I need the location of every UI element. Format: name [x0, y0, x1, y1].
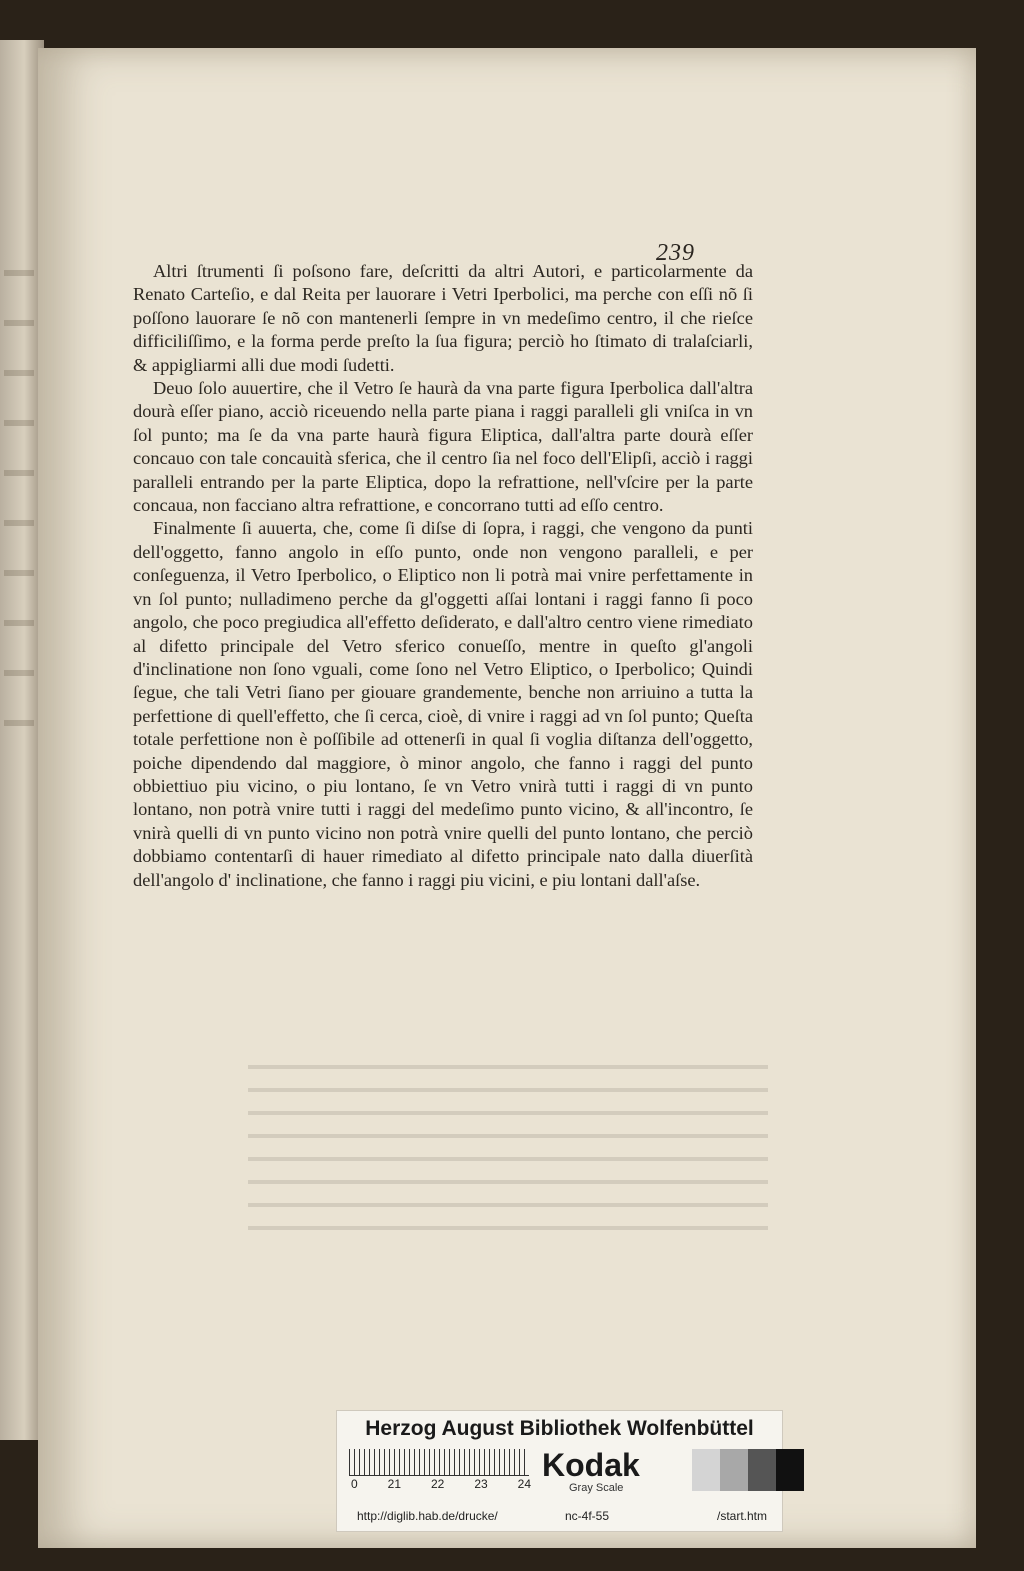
label-footer: [337, 1505, 782, 1527]
ruler-number: 21: [387, 1477, 402, 1491]
gray-swatch: [692, 1449, 720, 1491]
gray-swatches: [692, 1449, 804, 1491]
gray-scale-caption: Gray Scale: [569, 1482, 624, 1494]
digilib-url[interactable]: http://diglib.hab.de/drucke/: [357, 1509, 498, 1523]
book-page: [38, 48, 976, 1548]
body-text: [133, 260, 753, 892]
ruler-number: 22: [430, 1477, 445, 1491]
paragraph-2: Deuo ſolo auuertire, che il Vetro ſe haurà da vna parte figura Iperbolica dall'altra dourà eſſer piano, acciò riceuendo nella parte piana i raggi paralleli gli vniſca in vn ſol punto; ma ſe da vna parte haurà figura Eliptica, dall'altra parte dourà eſſer concauo con tale concauità sferica, che il centro ſia nel foco dell'Elipſi, acciò i raggi paralleli entrando per la parte Eliptica, dopo la refrattione, nell'vſcire per la parte concaua, non facciano altra refrattione, e concorrano tutti ad eſſo centro.: [133, 378, 753, 516]
ruler-numbers: [351, 1477, 531, 1491]
ruler-number: 0: [351, 1477, 358, 1491]
ruler-number: 23: [474, 1477, 488, 1491]
paragraph-3: Finalmente ſi auuerta, che, come ſi diſse di ſopra, i raggi, che vengono da punti dell'oggetto, fanno angolo in eſſo punto, onde non vengono paralleli, e per conſeguenza, il Vetro Iperbolico, o Eliptico non li potrà mai vnire perfettamente in vn ſol punto; nulladimeno perche da gl'oggetti aſſai lontani i raggi fanno ſi poco angolo, che poco pregiudica all'effetto deſiderato, e dall'altro centro viene rimediato al difetto principale del Vetro sferico conueſſo, mentre in queſto gl'angoli d'inclinatione non ſono vguali, come ſono nel Vetro Eliptico, o Iperbolico; Quindi ſegue, che tali Vetri ſiano per giouare grandemente, benche non arriuino a tutta la perfettione di quell'effetto, che ſi cerca, cioè, di vnire i raggi ad vn ſol punto; Queſta totale perfettione non è poſſibile ad ottenerſi in qual ſi voglia diſtanza dell'oggetto, poiche dipendendo dal maggiore, ò minor angolo, che fanno i raggi del punto obbiettiuo piu vicino, o piu lontano, ſe vn Vetro vnirà tutti i raggi di vn punto lontano, non potrà vnire tutti i raggi del medeſimo punto vicino, & all'incontro, ſe vnirà quelli di vn punto vicino non potrà vnire quelli del punto lontano, che perciò dobbiamo contentarſi di hauer rimediato al difetto principale nato dalla diuerſità dell'angolo d' inclinatione, che fanno i raggi piu vicini, e piu lontani dall'aſse.: [133, 518, 753, 890]
library-name: Herzog August Bibliothek Wolfenbüttel: [365, 1417, 754, 1440]
scale-ruler: [349, 1449, 529, 1476]
show-through-text: [248, 1053, 768, 1233]
gray-swatch: [720, 1449, 748, 1491]
shelfmark: nc-4f-55: [565, 1509, 610, 1523]
gray-swatch: [748, 1449, 776, 1491]
start-link[interactable]: /start.htm: [717, 1509, 768, 1523]
gray-swatch: [776, 1449, 804, 1491]
ruler-number: 24: [517, 1477, 531, 1491]
paragraph-1: Altri ſtrumenti ſi poſsono fare, deſcritti da altri Autori, e particolarmente da Renato Carteſio, e dal Reita per lauorare i Vetri Iperbolici, ma perche con eſſi nõ ſi poſſono lauorare ſe nõ con mantenerli ſempre in vn medeſimo centro, il che rieſce difficiliſſimo, e la forma perde preſto la ſua figura; perciò ho ſtimato di tralaſciarli, & appigliarmi alli due modi ſudetti.: [133, 261, 753, 375]
kodak-logo: Kodak: [542, 1447, 640, 1483]
library-color-target: [336, 1410, 783, 1532]
page-number: 239: [656, 240, 695, 266]
